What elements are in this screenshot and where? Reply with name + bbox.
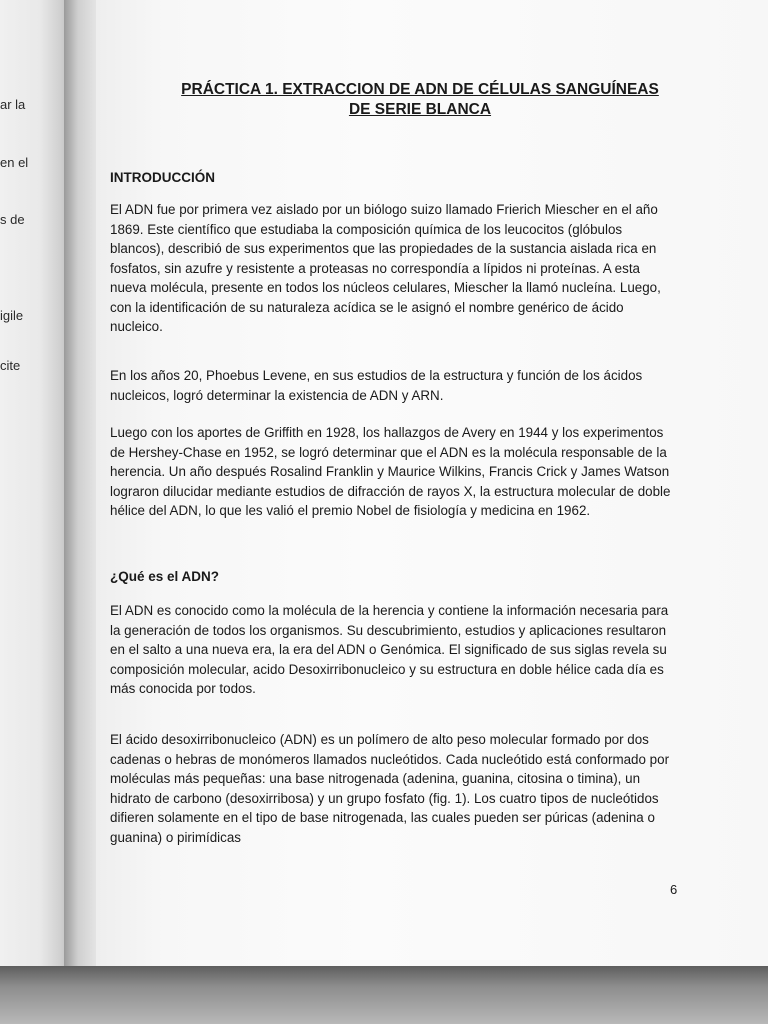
left-page-fragment: igile xyxy=(0,308,24,323)
left-page-fragment: s de xyxy=(0,212,25,227)
page-number: 6 xyxy=(670,882,678,897)
page-title xyxy=(110,80,730,120)
left-page xyxy=(0,0,72,968)
left-page-fragment: cite xyxy=(0,358,21,373)
section-heading-que-es-adn: ¿Qué es el ADN? xyxy=(110,569,220,584)
scanner-edge xyxy=(0,966,768,1024)
section-heading-introduccion: INTRODUCCIÓN xyxy=(110,170,215,185)
paragraph-adn-2: El ácido desoxirribonucleico (ADN) es un polímero de alto peso molecular formado por dos cadenas o hebras de monómeros llamados nucleótidos. Cada nucleótido está conformado por moléculas más pequeñas: una base nitrogenada (adenina, guanina, citosina o timina), un hidrato de carbono (desoxirribosa) y un grupo fosfato (fig. 1). Los cuatro tipos de nucleótidos difieren solamente en el tipo de base nitrogenada, las cuales pueden ser púricas (adenina o guanina) o pirimídicas xyxy=(110,732,670,845)
paragraph-intro-1: El ADN fue por primera vez aislado por un biólogo suizo llamado Frierich Miescher en el año 1869. Este científico que estudiaba la composición química de los leucocitos (glóbulos blancos), describió de sus experimentos que las propiedades de la sustancia aislada rica en fosfatos, sin azufre y resistente a proteasas no correspondía a lípidos ni proteínas. A esta nueva molécula, presente en todos los núcleos celulares, Miescher la llamó nucleína. Luego, con la identificación de su naturaleza acídica se le asignó el nombre genérico de ácido nucleico. xyxy=(110,202,661,334)
paragraph-intro-3: Luego con los aportes de Griffith en 1928, los hallazgos de Avery en 1944 y los experimentos de Hershey-Chase en 1952, se logró determinar que el ADN es la molécula responsable de la herencia. Un año después Rosalind Franklin y Maurice Wilkins, Francis Crick y James Watson lograron dilucidar mediante estudios de difracción de rayos X, la estructura molecular de doble hélice del ADN, lo que les valió el premio Nobel de fisiología y medicina en 1962. xyxy=(110,425,671,518)
paragraph-intro-2: En los años 20, Phoebus Levene, en sus estudios de la estructura y función de los ácidos nucleicos, logró determinar la existencia de ADN y ARN. xyxy=(110,368,643,403)
title-line-2: DE SERIE BLANCA xyxy=(348,101,492,118)
title-line-1: PRÁCTICA 1. EXTRACCION DE ADN DE CÉLULAS SANGUÍNEAS xyxy=(181,81,659,98)
left-page-fragment: en el xyxy=(0,155,29,170)
paragraph-adn-1: El ADN es conocido como la molécula de la herencia y contiene la información necesaria para la generación de todos los organismos. Su descubrimiento, estudios y aplicaciones resultaron en el salto a una nueva era, la era del ADN o Genómica. El significado de sus siglas revela su composición molecular, acido Desoxirribonucleico y su estructura en doble hélice cada día es más conocida por todos. xyxy=(110,603,669,696)
left-page-fragment: ar la xyxy=(0,97,26,112)
